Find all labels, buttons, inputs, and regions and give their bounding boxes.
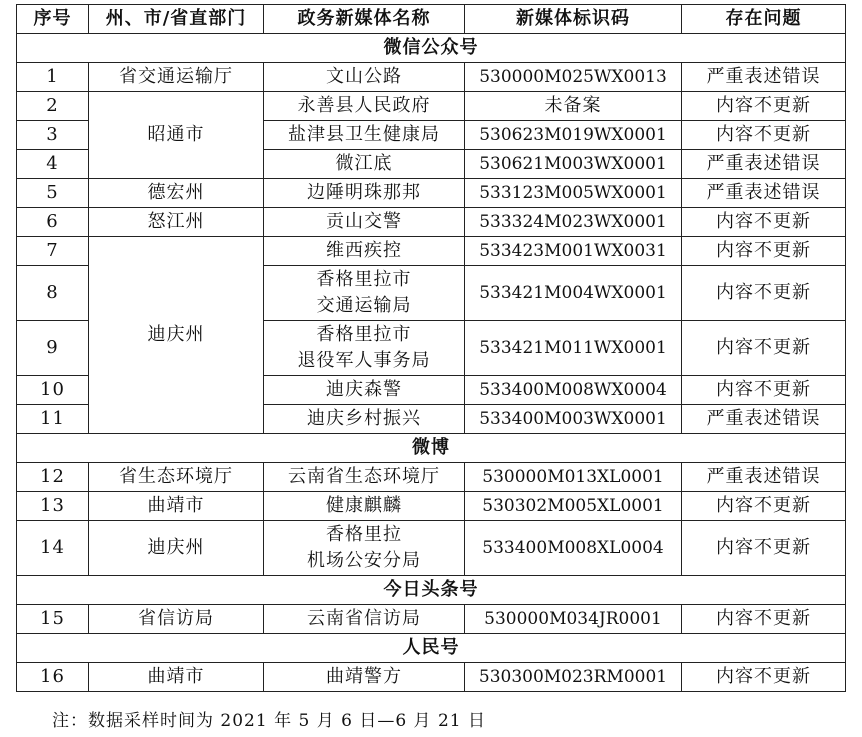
row-no: 7 bbox=[17, 237, 89, 266]
row-dept: 怒江州 bbox=[89, 208, 264, 237]
row-issue: 严重表述错误 bbox=[682, 63, 846, 92]
row-issue: 内容不更新 bbox=[682, 521, 846, 576]
row-name-line: 机场公安分局 bbox=[307, 550, 421, 571]
section-title: 人民号 bbox=[17, 634, 846, 663]
row-dept: 昭通市 bbox=[89, 92, 264, 179]
row-no: 9 bbox=[17, 321, 89, 376]
row-name-line: 交通运输局 bbox=[316, 295, 412, 316]
row-code: 533423M001WX0031 bbox=[465, 237, 682, 266]
table-row bbox=[17, 92, 846, 121]
row-no: 3 bbox=[17, 121, 89, 150]
row-issue: 内容不更新 bbox=[682, 237, 846, 266]
table-row bbox=[17, 237, 846, 266]
row-dept: 省信访局 bbox=[89, 605, 264, 634]
row-no: 10 bbox=[17, 376, 89, 405]
row-name: 贡山交警 bbox=[264, 208, 465, 237]
table-row bbox=[17, 492, 846, 521]
row-code: 533400M008WX0004 bbox=[465, 376, 682, 405]
row-no: 11 bbox=[17, 405, 89, 434]
row-name: 文山公路 bbox=[264, 63, 465, 92]
row-no: 13 bbox=[17, 492, 89, 521]
table-row bbox=[17, 63, 846, 92]
row-code: 533421M004WX0001 bbox=[465, 266, 682, 321]
row-no: 1 bbox=[17, 63, 89, 92]
section-title: 今日头条号 bbox=[17, 576, 846, 605]
table-container bbox=[16, 4, 845, 692]
row-issue: 严重表述错误 bbox=[682, 405, 846, 434]
row-name: 盐津县卫生健康局 bbox=[264, 121, 465, 150]
col-header-code: 新媒体标识码 bbox=[465, 5, 682, 34]
row-issue: 内容不更新 bbox=[682, 605, 846, 634]
row-no: 6 bbox=[17, 208, 89, 237]
row-issue: 严重表述错误 bbox=[682, 179, 846, 208]
row-name: 云南省生态环境厅 bbox=[264, 463, 465, 492]
row-code: 530000M025WX0013 bbox=[465, 63, 682, 92]
row-dept: 省交通运输厅 bbox=[89, 63, 264, 92]
row-dept: 德宏州 bbox=[89, 179, 264, 208]
row-code: 530623M019WX0001 bbox=[465, 121, 682, 150]
row-code: 533324M023WX0001 bbox=[465, 208, 682, 237]
row-code: 533421M011WX0001 bbox=[465, 321, 682, 376]
col-header-name: 政务新媒体名称 bbox=[264, 5, 465, 34]
row-code: 未备案 bbox=[465, 92, 682, 121]
row-no: 12 bbox=[17, 463, 89, 492]
row-no: 4 bbox=[17, 150, 89, 179]
row-no: 15 bbox=[17, 605, 89, 634]
row-dept: 迪庆州 bbox=[89, 237, 264, 434]
row-code: 530302M005XL0001 bbox=[465, 492, 682, 521]
table-row bbox=[17, 605, 846, 634]
row-issue: 内容不更新 bbox=[682, 208, 846, 237]
table-row bbox=[17, 208, 846, 237]
row-name: 微江底 bbox=[264, 150, 465, 179]
table-row bbox=[17, 663, 846, 692]
row-code: 530000M034JR0001 bbox=[465, 605, 682, 634]
row-no: 5 bbox=[17, 179, 89, 208]
row-code: 530621M003WX0001 bbox=[465, 150, 682, 179]
row-code: 533400M003WX0001 bbox=[465, 405, 682, 434]
row-name: 迪庆森警 bbox=[264, 376, 465, 405]
row-issue: 内容不更新 bbox=[682, 376, 846, 405]
row-issue: 严重表述错误 bbox=[682, 463, 846, 492]
table-row bbox=[17, 179, 846, 208]
row-name: 云南省信访局 bbox=[264, 605, 465, 634]
row-name: 边陲明珠那邦 bbox=[264, 179, 465, 208]
row-name-line: 香格里拉市 bbox=[316, 324, 412, 345]
row-name-line: 香格里拉 bbox=[326, 524, 402, 545]
col-header-dept: 州、市/省直部门 bbox=[89, 5, 264, 34]
row-dept: 省生态环境厅 bbox=[89, 463, 264, 492]
row-no: 16 bbox=[17, 663, 89, 692]
row-code: 533400M008XL0004 bbox=[465, 521, 682, 576]
row-no: 2 bbox=[17, 92, 89, 121]
row-issue: 内容不更新 bbox=[682, 321, 846, 376]
row-dept: 迪庆州 bbox=[89, 521, 264, 576]
section-title: 微信公众号 bbox=[17, 34, 846, 63]
row-name: 曲靖警方 bbox=[264, 663, 465, 692]
row-issue: 内容不更新 bbox=[682, 266, 846, 321]
row-issue: 内容不更新 bbox=[682, 663, 846, 692]
row-name: 维西疾控 bbox=[264, 237, 465, 266]
row-name-line: 香格里拉市 bbox=[316, 269, 412, 290]
row-name bbox=[264, 521, 465, 576]
row-name: 健康麒麟 bbox=[264, 492, 465, 521]
col-header-issue: 存在问题 bbox=[682, 5, 846, 34]
media-issues-table bbox=[16, 4, 846, 692]
row-name: 永善县人民政府 bbox=[264, 92, 465, 121]
col-header-no: 序号 bbox=[17, 5, 89, 34]
header-row bbox=[17, 5, 846, 34]
row-issue: 内容不更新 bbox=[682, 492, 846, 521]
row-no: 8 bbox=[17, 266, 89, 321]
row-name-line: 退役军人事务局 bbox=[297, 350, 431, 371]
row-no: 14 bbox=[17, 521, 89, 576]
section-title: 微博 bbox=[17, 434, 846, 463]
table-row bbox=[17, 521, 846, 576]
row-code: 533123M005WX0001 bbox=[465, 179, 682, 208]
row-name bbox=[264, 321, 465, 376]
row-issue: 严重表述错误 bbox=[682, 150, 846, 179]
row-code: 530000M013XL0001 bbox=[465, 463, 682, 492]
table-row bbox=[17, 463, 846, 492]
row-dept: 曲靖市 bbox=[89, 663, 264, 692]
row-code: 530300M023RM0001 bbox=[465, 663, 682, 692]
row-name: 迪庆乡村振兴 bbox=[264, 405, 465, 434]
row-dept: 曲靖市 bbox=[89, 492, 264, 521]
row-issue: 内容不更新 bbox=[682, 121, 846, 150]
footnote: 注：数据采样时间为 2021 年 5 月 6 日—6 月 21 日 bbox=[52, 711, 486, 731]
row-issue: 内容不更新 bbox=[682, 92, 846, 121]
row-name bbox=[264, 266, 465, 321]
